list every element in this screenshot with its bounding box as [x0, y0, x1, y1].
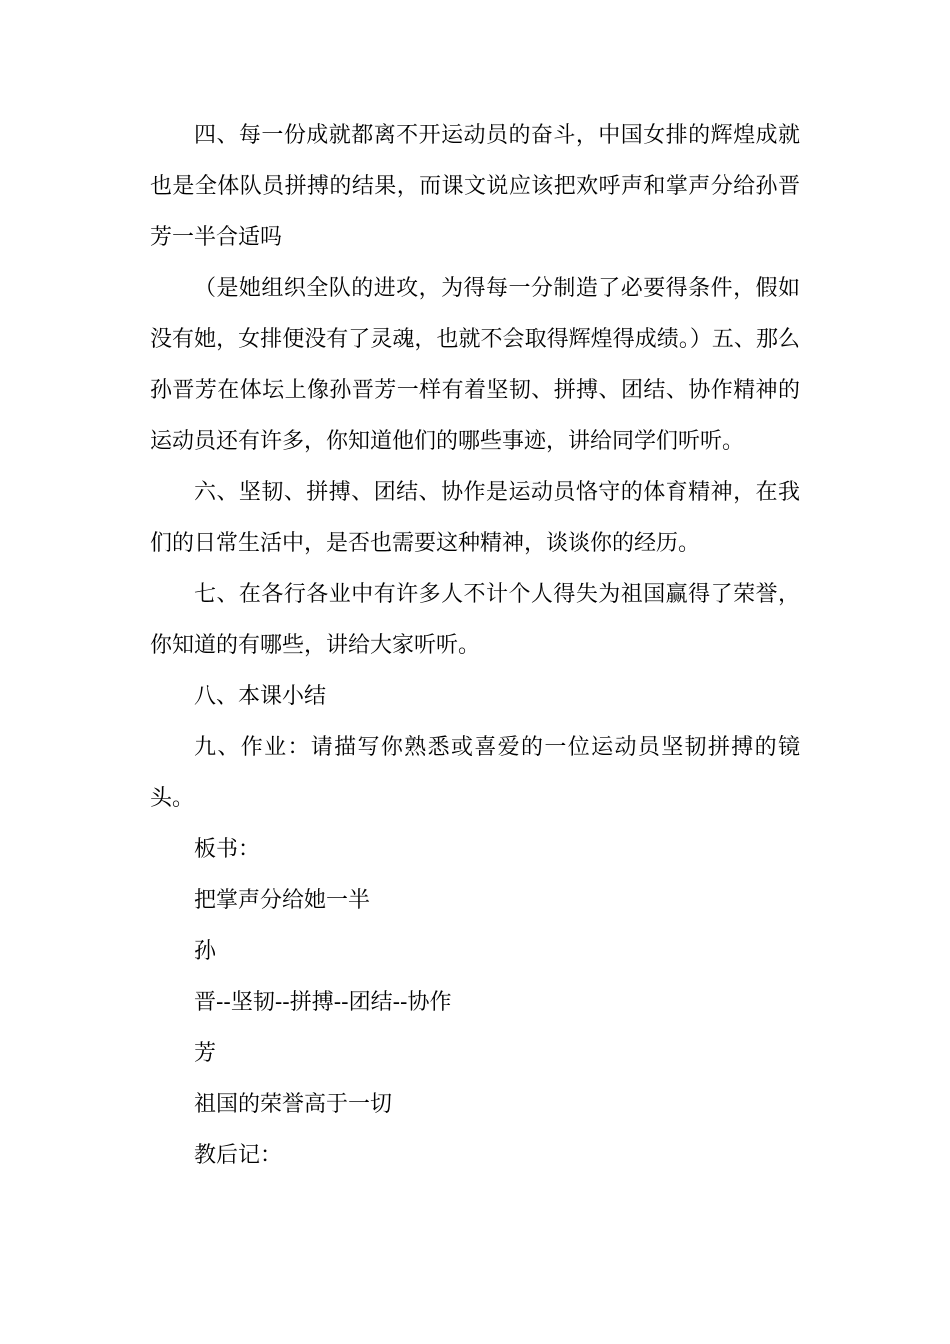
paragraph-four: 四、每一份成就都离不开运动员的奋斗，中国女排的辉煌成就也是全体队员拼搏的结果，而课文说应该把欢呼声和掌声分给孙晋芳一半合适吗: [150, 123, 800, 250]
board-heading: 板书：: [194, 837, 261, 862]
board-name-top: 孙: [194, 939, 217, 964]
paragraph-nine: 九、作业：请描写你熟悉或喜爱的一位运动员坚韧拼搏的镜头。: [150, 735, 800, 811]
paragraph-answer-five: （是她组织全队的进攻，为得每一分制造了必要得条件，假如没有她，女排便没有了灵魂，也就不会取得辉煌得成绩。）五、那么孙晋芳在体坛上像孙晋芳一样有着坚韧、拼搏、团结、协作精神的运动员还有许多，你知道他们的哪些事迹，讲给同学们听听。: [150, 276, 800, 454]
document-body: [150, 110, 800, 1181]
board-motto: 祖国的荣誉高于一切: [194, 1092, 393, 1117]
afterword-heading: 教后记：: [194, 1143, 283, 1168]
paragraph-eight: 八、本课小结: [194, 684, 327, 709]
board-name-middle: 晋--坚韧--拼搏--团结--协作: [194, 990, 452, 1015]
paragraph-six: 六、坚韧、拼搏、团结、协作是运动员恪守的体育精神，在我们的日常生活中，是否也需要这种精神，谈谈你的经历。: [150, 480, 800, 556]
board-title: 把掌声分给她一半: [194, 888, 371, 913]
board-name-bottom: 芳: [194, 1041, 217, 1066]
paragraph-seven: 七、在各行各业中有许多人不计个人得失为祖国赢得了荣誉，你知道的有哪些，讲给大家听听。: [150, 582, 800, 658]
